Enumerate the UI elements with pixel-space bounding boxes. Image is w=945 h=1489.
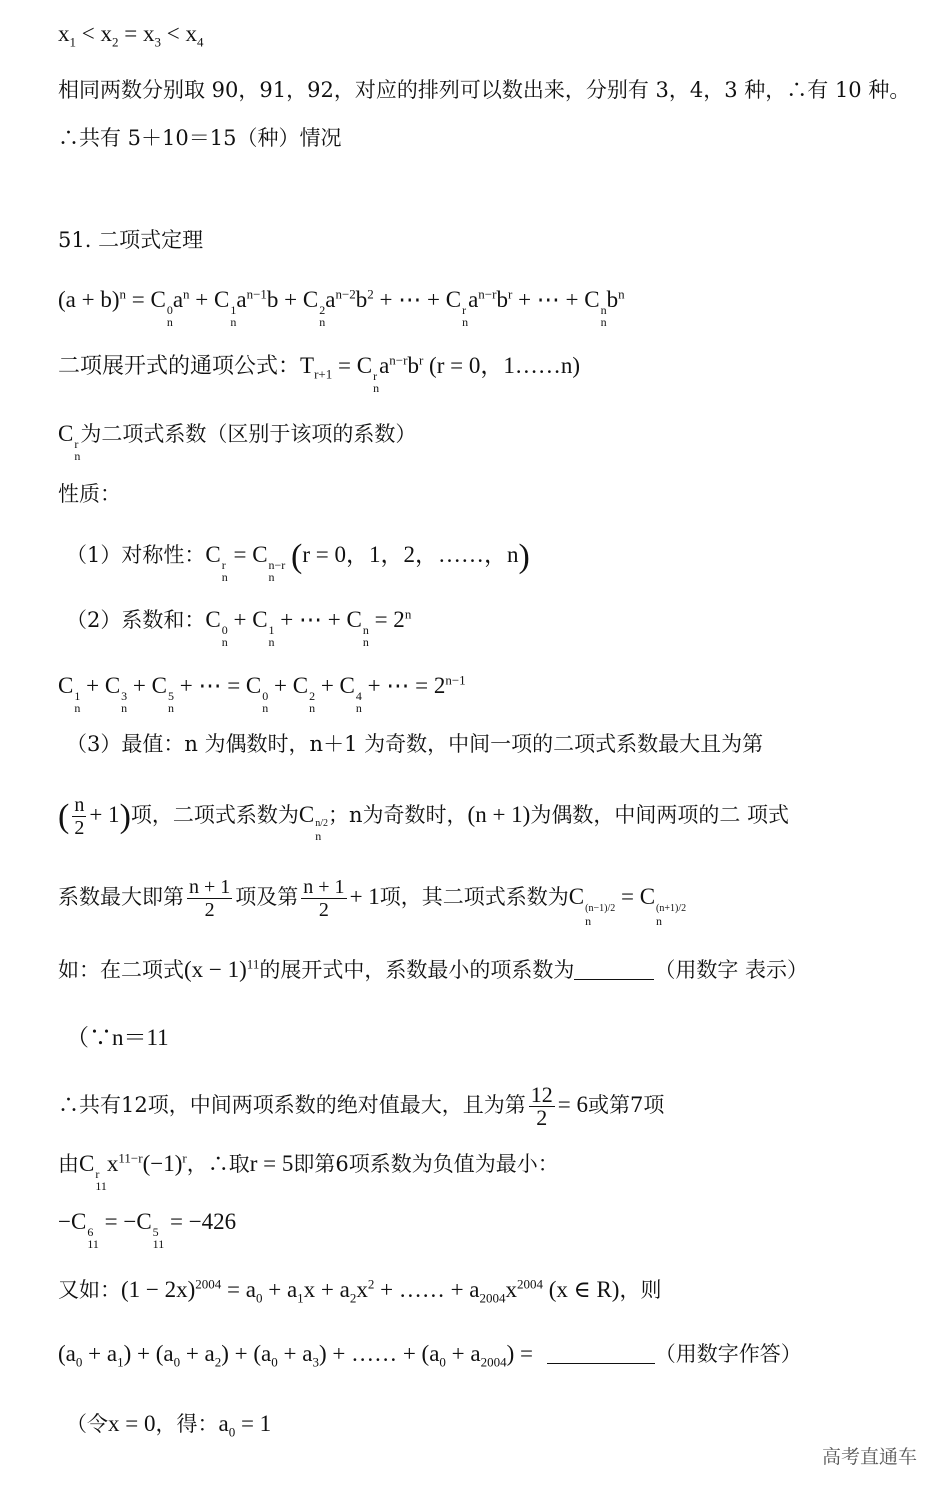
odd-even-sum-formula: C 1 n + C 3 n + C 5 n + ⋯ = C 0 n + C 2 n + C 4 n + ⋯ = $2^{n-1}$	[58, 672, 466, 715]
max-value-continued: ( $\frac{n}{2}$ + 1)项，二项式系数为C n/2 n ；n为奇数时，(n + 1)为偶数，中间两项的二 项式	[58, 794, 790, 843]
property-symmetry: （1）对称性：C r n = C n−r n (r = 0，1，2，……，n)	[66, 538, 530, 584]
binomial-theorem-formula: $(a + b)^n = C$ 0 n $a^n + C$ 1 n $a^{n-1}b + C$ 2 n $a^{n-2}b^2$ + ⋯ + C r n $a^{n-r}b^r$ + ⋯ + C n n $b^n$	[58, 286, 625, 329]
answer-blank-1[interactable]	[574, 961, 654, 980]
example-2-solution-start: （令x = 0，得：$a_0 = 1$	[66, 1411, 272, 1440]
example-2-question: $(a_0 + a_1) + (a_0 + a_2) + (a_0 + a_3)$ + …… + $(a_0 + a_{2004})$ = （用数字作答）	[58, 1341, 802, 1370]
line-1: $x_1 < x_2 = x_3 < x_4$	[58, 21, 204, 50]
section-heading: 51. 二项式定理	[58, 228, 204, 252]
solution-middle-terms: ∴共有12项，中间两项系数的绝对值最大，且为第 $\frac{12}{2}$ = 6或第7项	[58, 1082, 665, 1130]
coefficient-note: C r n 为二项式系数（区别于该项的系数）	[58, 421, 417, 463]
watermark: 高考直通车	[821, 1446, 917, 1468]
odd-case-coefficients: 系数最大即第 $\frac{n + 1}{2}$ 项及第 $\frac{n + 1}{2}$ + 1项，其二项式系数为C (n−1)/2 n = C (n+1)/2 n	[58, 876, 687, 928]
solution-result: −C 6 11 = −C 5 11 = −426	[58, 1209, 237, 1251]
example-2-expansion: 又如：$(1 - 2x)^{2004} = a_0 + a_1x + a_2x^2$ + …… + $a_{2004}x^{2004}$ (x ∈ R)，则	[58, 1276, 662, 1306]
general-term-formula: 二项展开式的通项公式：$T_{r+1} = C$ r n $a^{n-r}b^r$ (r = 0，1……n)	[58, 352, 580, 395]
line-3: ∴共有 5＋10＝15（种）情况	[58, 126, 342, 150]
example-1-question: 如：在二项式$(x - 1)^{11}$的展开式中，系数最小的项系数为 （用数字 表示）	[58, 956, 809, 982]
property-max-value: （3）最值：n 为偶数时，n＋1 为奇数，中间一项的二项式系数最大且为第	[66, 732, 764, 756]
line-2: 相同两数分别取 90，91，92，对应的排列可以数出来，分别有 3，4，3 种，∴有 10 种。	[58, 78, 911, 102]
answer-blank-2[interactable]	[547, 1345, 655, 1364]
solution-general-term: 由C r 11 $x^{11-r}(-1)^r$，∴取r = 5即第6项系数为负值为最小：	[58, 1150, 559, 1193]
properties-label: 性质：	[58, 482, 121, 506]
property-coefficient-sum: （2）系数和：C 0 n + C 1 n + ⋯ + C n n = $2^n$	[66, 606, 412, 649]
solution-n-value: （∵n＝11	[66, 1025, 169, 1050]
